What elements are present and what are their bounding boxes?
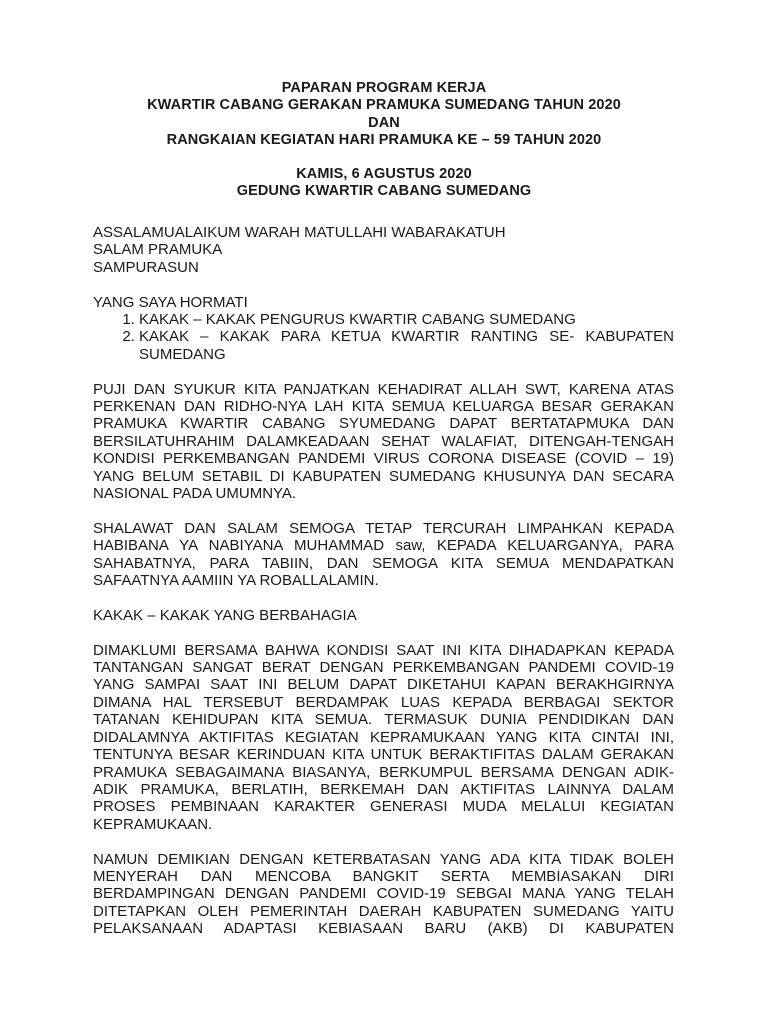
title-line-3: DAN [368, 114, 400, 131]
greeting-line-3: SAMPURASUN [93, 258, 199, 276]
greeting-line-1: ASSALAMUALAIKUM WARAH MATULLAHI WABARAKATUH [93, 224, 506, 241]
document-body [93, 224, 674, 938]
event-venue: GEDUNG KWARTIR CABANG SUMEDANG [236, 183, 532, 200]
title-line-2: KWARTIR CABANG GERAKAN PRAMUKA SUMEDANG TAHUN 2020 [147, 97, 621, 114]
event-date: KAMIS, 6 AGUSTUS 2020 [296, 166, 472, 183]
document-header [60, 80, 708, 201]
paragraph-shalawat: SHALAWAT DAN SALAM SEMOGA TETAP TERCURAH LIMPAHKAN KEPADA HABIBANA YA NABIYANA MUHAMMAD saw, KEPADA KELUARGANYA, PARA SAHABATNYA, PARA TABIIN, DAN SEMOGA KITA SEMUA MENDAPATKAN SAFAATNYA AAMIIN YA ROBALLALAMIN. [93, 519, 674, 590]
title-line-1: PAPARAN PROGRAM KERJA [281, 80, 487, 96]
paragraph-gratitude: PUJI DAN SYUKUR KITA PANJATKAN KEHADIRAT ALLAH SWT, KARENA ATAS PERKENAN DAN RIDHO-NYA LAH KITA SEMUA KELUARGA BESAR GERAKAN PRAMUKA KWARTIR CABANG SYUMEDANG DAPAT BERTATAPMUKA DAN BERSILATUHRAHIM DALAMKEADAAN SEHAT WALAFIAT, DITENGAH-TENGAH KONDISI PERKEMBANGAN PANDEMI VIRUS CORONA DISEASE (COVID – 19) YANG BELUM SETABIL DI KABUPATEN SUMEDANG KHUSUNYA DAN SECARA NASIONAL PADA UMUMNYA. [93, 380, 674, 503]
respected-item: 1. KAKAK – KAKAK PENGURUS KWARTIR CABANG SUMEDANG [139, 311, 674, 328]
respected-list [93, 311, 674, 363]
respected-item: 2. KAKAK – KAKAK PARA KETUA KWARTIR RANTING SE- KABUPATEN SUMEDANG [139, 328, 674, 363]
greeting-line-2: SALAM PRAMUKA [93, 241, 223, 259]
paragraph-despite: NAMUN DEMIKIAN DENGAN KETERBATASAN YANG ADA KITA TIDAK BOLEH MENYERAH DAN MENCOBA BANGKIT SERTA MEMBIASAKAN DIRI BERDAMPINGAN DENGAN PANDEMI COVID-19 SEBGAI MANA YANG TELAH DITETAPKAN OLEH PEMERINTAH DAERAH KABUPATEN SUMEDANG YAITU PELAKSANAAN ADAPTASI KEBIASAAN BARU (AKB) DI KABUPATEN [93, 850, 674, 938]
header-spacer [60, 149, 708, 166]
title-line-4: RANGKAIAN KEGIATAN HARI PRAMUKA KE – 59 TAHUN 2020 [166, 131, 602, 148]
respected-heading: YANG SAYA HORMATI [93, 293, 248, 311]
paragraph-address: KAKAK – KAKAK YANG BERBAHAGIA [93, 606, 357, 624]
paragraph-conditions: DIMAKLUMI BERSAMA BAHWA KONDISI SAAT INI KITA DIHADAPKAN KEPADA TANTANGAN SANGAT BERAT DENGAN PERKEMBANGAN PANDEMI COVID-19 YANG SAMPAI SAAT INI BELUM DAPAT DIKETAHUI KAPAN BERAKHGIRNYA DIMANA HAL TERSEBUT BERDAMPAK LUAS KEPADA BERBAGAI SEKTOR TATANAN KEHIDUPAN KITA SEMUA. TERMASUK DUNIA PENDIDIKAN DAN DIDALAMNYA AKTIFITAS KEGIATAN KEPRAMUKAAN YANG KITA CINTAI INI, TENTUNYA BESAR KERINDUAN KITA UNTUK BERAKTIFITAS DALAM GERAKAN PRAMUKA SEBAGAIMANA BIASANYA, BERKUMPUL BERSAMA DENGAN ADIK-ADIK PRAMUKA, BERLATIH, BERKEMAH DAN AKTIFITAS LAINNYA DALAM PROSES PEMBINAAN KARAKTER GENERASI MUDA MELALUI KEGIATAN KEPRAMUKAAN. [93, 641, 674, 833]
